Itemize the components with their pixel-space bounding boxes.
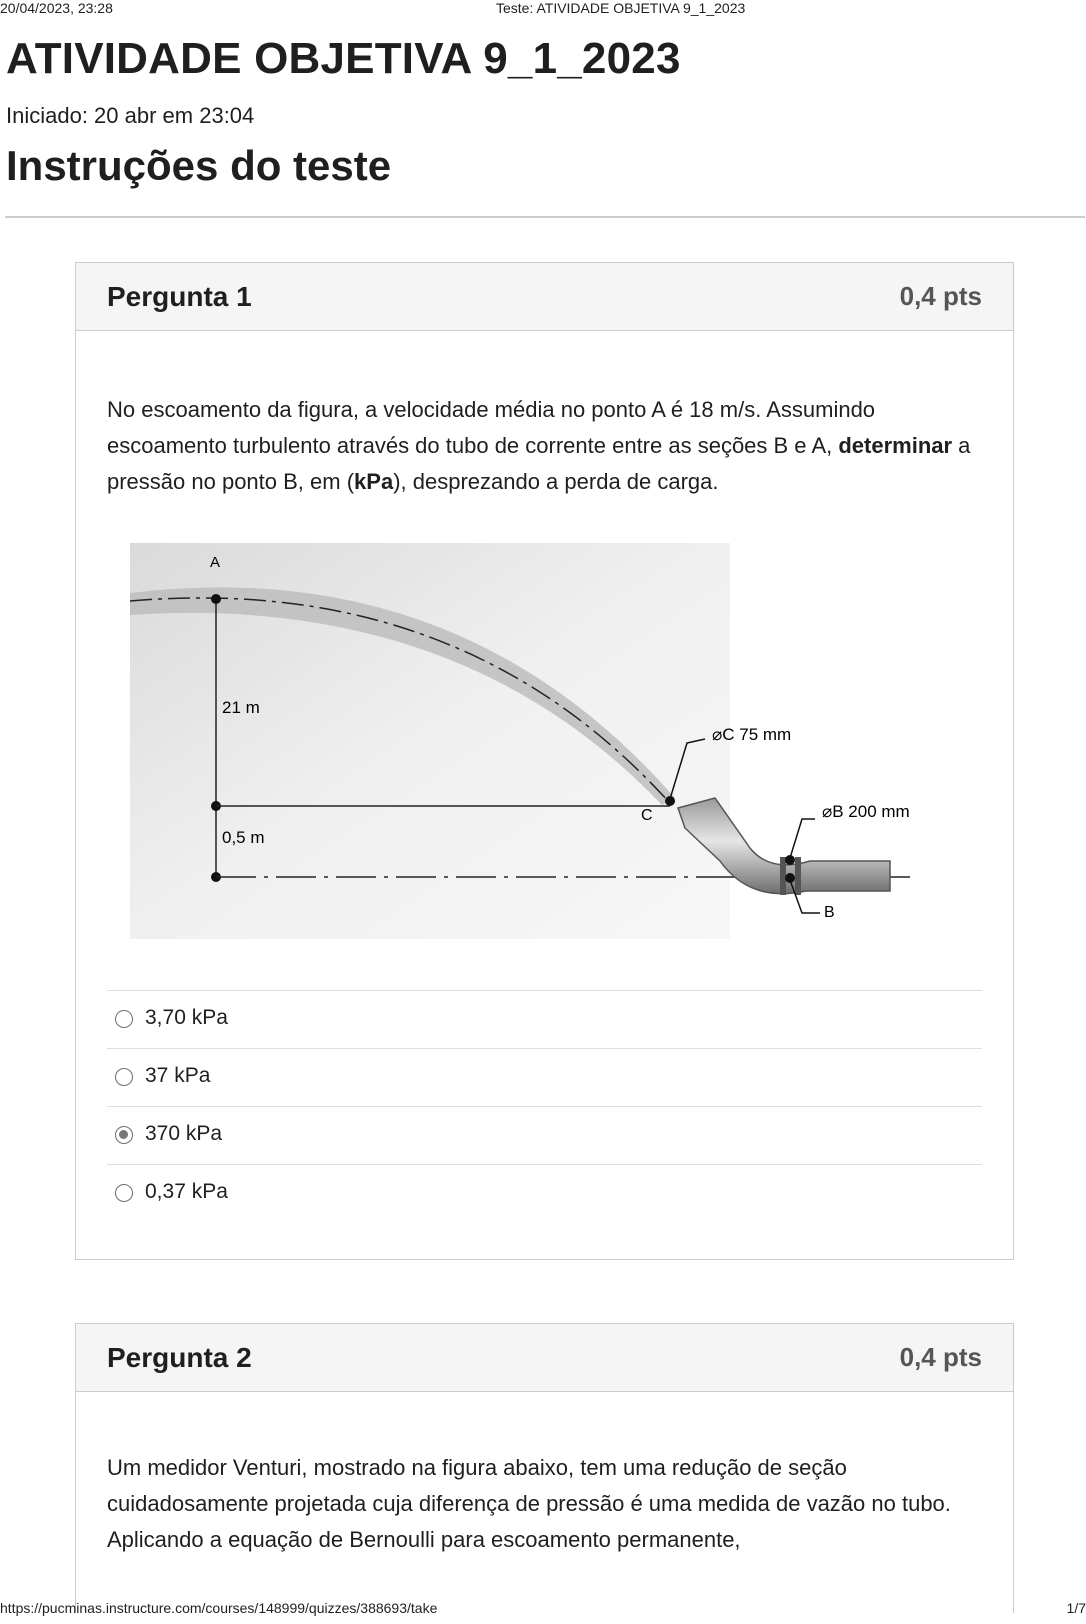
flow-figure <box>130 543 916 939</box>
print-page-title: Teste: ATIVIDADE OBJETIVA 9_1_2023 <box>496 0 746 16</box>
question-text <box>107 392 982 500</box>
label-diameter-b: ⌀B 200 mm <box>822 802 910 821</box>
divider <box>5 216 1085 218</box>
answer-list <box>107 990 982 1222</box>
question-points: 0,4 pts <box>899 1342 982 1372</box>
quiz-title: ATIVIDADE OBJETIVA 9_1_2023 <box>6 34 681 83</box>
question-header <box>76 1324 1013 1392</box>
label-height-21: 21 m <box>222 698 260 717</box>
print-date: 20/04/2023, 23:28 <box>0 0 113 16</box>
radio-button[interactable] <box>115 1184 133 1202</box>
question-points: 0,4 pts <box>899 281 982 311</box>
question-text-bold: determinar <box>838 433 953 458</box>
point-a-marker <box>211 594 221 604</box>
label-b: B <box>824 904 835 921</box>
question-1 <box>75 262 1014 1260</box>
label-height-05: 0,5 m <box>222 828 265 847</box>
question-header <box>76 263 1013 331</box>
answer-label: 370 kPa <box>145 1122 223 1145</box>
leader-b-diameter <box>790 819 815 858</box>
question-text-bold: kPa <box>354 469 394 494</box>
radio-button-selected[interactable] <box>115 1126 133 1144</box>
started-timestamp: Iniciado: 20 abr em 23:04 <box>6 103 255 128</box>
answer-label: 37 kPa <box>145 1064 211 1087</box>
print-page-number: 1/7 <box>1066 1600 1086 1616</box>
question-text-part: ), desprezando a perda de carga. <box>393 469 719 494</box>
answer-option[interactable] <box>107 990 982 1048</box>
question-name: Pergunta 2 <box>107 1342 252 1373</box>
label-a: A <box>210 554 221 571</box>
question-name: Pergunta 1 <box>107 281 252 312</box>
answer-option[interactable] <box>107 1048 982 1106</box>
pipe-flange <box>795 857 801 895</box>
print-header <box>0 0 1086 18</box>
pipe-flange <box>780 857 786 895</box>
radio-button[interactable] <box>115 1068 133 1086</box>
answer-option[interactable] <box>107 1164 982 1222</box>
label-diameter-c: ⌀C 75 mm <box>712 725 792 744</box>
answer-label: 3,70 kPa <box>145 1006 228 1029</box>
answer-option[interactable] <box>107 1106 982 1164</box>
instructions-heading: Instruções do teste <box>6 142 392 189</box>
question-text-part: a pressão no ponto B, em ( <box>107 433 971 494</box>
question-2 <box>75 1323 1014 1613</box>
answer-label: 0,37 kPa <box>145 1180 228 1203</box>
question-text-part: No escoamento da figura, a velocidade média no ponto A é 18 m/s. Assumindo escoamento turbulento através do tubo de corrente entre as seções B e A, <box>107 397 876 458</box>
print-footer <box>0 1600 1086 1618</box>
label-c: C <box>641 807 653 824</box>
question-text: Um medidor Venturi, mostrado na figura abaixo, tem uma redução de seção cuidadosamente projetada cuja diferença de pressão é uma medida de vazão no tubo. Aplicando a equação de Bernoulli para escoamento permanente, <box>107 1455 951 1552</box>
print-url: https://pucminas.instructure.com/courses/148999/quizzes/388693/take <box>0 1600 438 1616</box>
radio-button[interactable] <box>115 1010 133 1028</box>
